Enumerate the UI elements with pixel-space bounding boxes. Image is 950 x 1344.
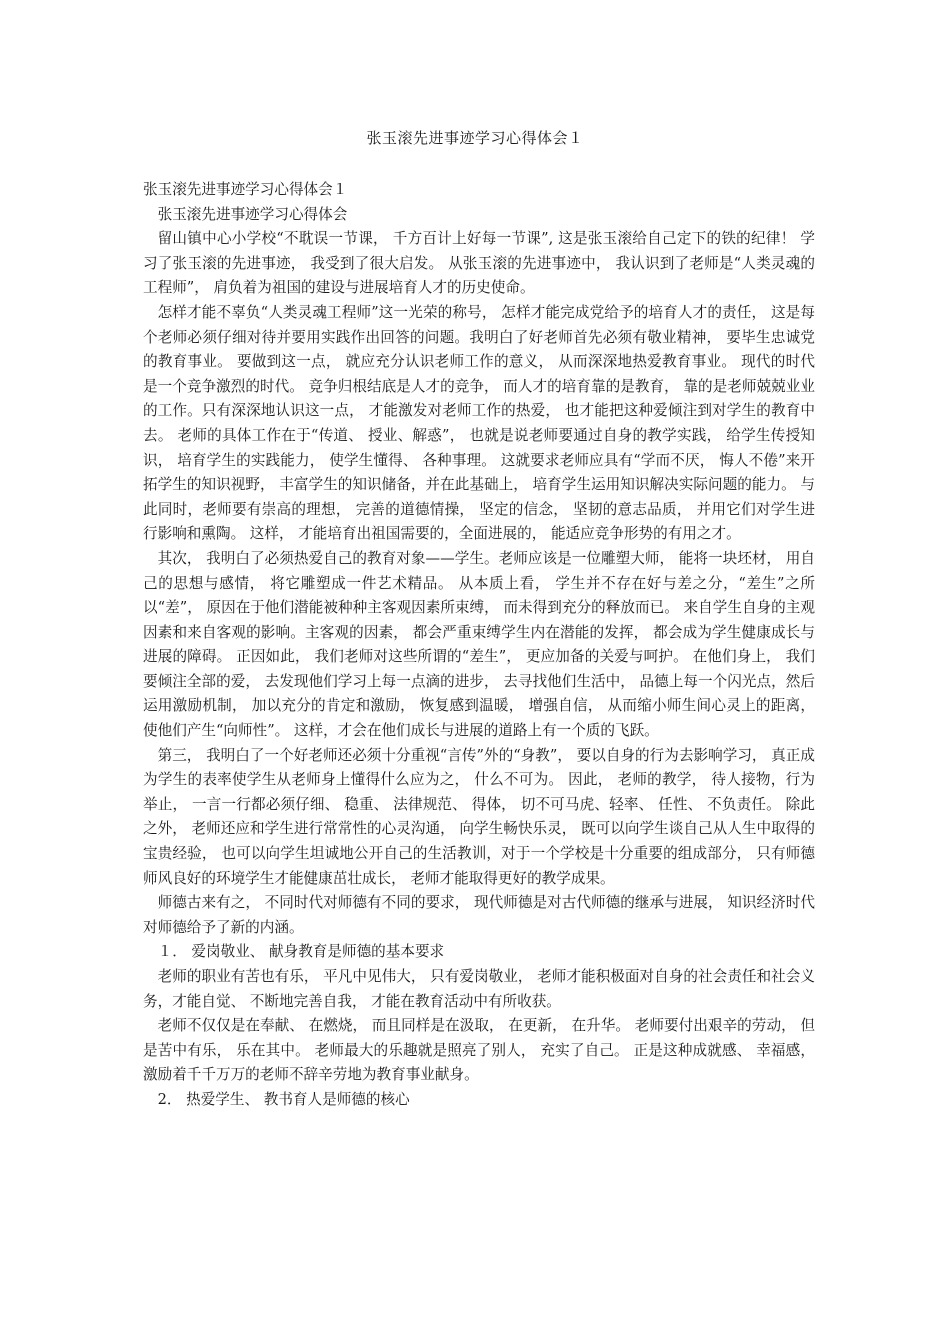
paragraph: 老师的职业有苦也有乐， 平凡中见伟大， 只有爱岗敬业， 老师才能积极面对自身的社会责任和社会义务，才能自觉、 不断地完善自我， 才能在教育活动中有所收获。 (143, 968, 815, 1010)
section-heading: 张玉滚先进事迹学习心得体会１ (143, 181, 348, 198)
paragraph: 其次， 我明白了必须热爱自己的教育对象——学生。老师应该是一位雕塑大师， 能将一块坯材， 用自己的思想与感情， 将它雕塑成一件艺术精品。 从本质上看， 学生并不存在好与差之分，“差生”之所以“差”， 原因在于他们潜能被种种主客观因素所束缚， 而未得到充分的释放而已。 来自学生自身的主观因素和来自客观的影响。主客观的因素， 都会严重束缚学生内在潜能的发挥， 都会成为学生健康成长与进展的障碍。 正因如此， 我们老师对这些所谓的“差生”， 更应加备的关爱与呵护。 在他们身上， 我们要倾注全部的爱， 去发现他们学习上每一点滴的进步， 去寻找他们生活中， 品德上每一个闪光点，然后运用激励机制， 加以充分的肯定和激励， 恢复感到温暖， 增强自信， 从而缩小师生间心灵上的距离， 使他们产生“向师性”。 这样，才会在他们成长与进展的道路上有一个质的飞跃。 (143, 549, 815, 740)
paragraph: 老师不仅仅是在奉献、 在燃烧， 而且同样是在汲取， 在更新， 在升华。 老师要付出艰辛的劳动， 但是苦中有乐， 乐在其中。 老师最大的乐趣就是照亮了别人， 充实了自己。 正是这种成就感、 幸福感， 激励着千千万万的老师不辞辛劳地为教育事业献身。 (143, 1017, 815, 1084)
paragraph: 留山镇中心小学校“不耽误一节课， 千方百计上好每一节课”, 这是张玉滚给自己定下的铁的纪律！ 学习了张玉滚的先进事迹， 我受到了很大启发。 从张玉滚的先进事迹中， 我认识到了老师是“人类灵魂的工程师”， 肩负着为祖国的建设与进展培育人才的历史使命。 (143, 230, 815, 297)
paragraph: 师德古来有之， 不同时代对师德有不同的要求， 现代师德是对古代师德的继承与进展， 知识经济时代对师德给予了新的内涵。 (143, 894, 815, 936)
document-body (143, 178, 815, 1113)
document-title: 张玉滚先进事迹学习心得体会１ (366, 129, 584, 147)
paragraph: 第三， 我明白了一个好老师还必须十分重视“言传”外的“身教”， 要以自身的行为去影响学习， 真正成为学生的表率使学生从老师身上懂得什么应为之， 什么不可为。 因此， 老师的教学， 待人接物，行为举止， 一言一行都必须仔细、 稳重、 法律规范、 得体， 切不可马虎、轻率、 任性、 不负责任。 除此之外， 老师还应和学生进行常常性的心灵沟通， 向学生畅快乐灵， 既可以向学生谈自己从人生中取得的宝贵经验， 也可以向学生坦诚地公开自己的生活教训，对于一个学校是十分重要的组成部分， 只有师德师风良好的环境学生才能健康茁壮成长， 老师才能取得更好的教学成果。 (143, 746, 815, 887)
list-heading: １． 爱岗敬业、 献身教育是师德的基本要求 (157, 943, 445, 961)
paragraph: 怎样才能不辜负“人类灵魂工程师”这一光荣的称号， 怎样才能完成党给予的培育人才的责任， 这是每个老师必须仔细对待并要用实践作出回答的问题。我明白了好老师首先必须有敬业精神， 要毕生忠诚党的教育事业。 要做到这一点， 就应充分认识老师工作的意义， 从而深深地热爱教育事业。 现代的时代是一个竞争激烈的时代。 竞争归根结底是人才的竞争， 而人才的培育靠的是教育， 靠的是老师兢兢业业的工作。只有深深地认识这一点， 才能激发对老师工作的热爱， 也才能把这种爱倾注到对学生的教育中去。 老师的具体工作在于“传道、 授业、解惑”， 也就是说老师要通过自身的教学实践， 给学生传授知识， 培育学生的实践能力， 使学生懂得、 各种事理。 这就要求老师应具有“学而不厌， 悔人不倦”来开拓学生的知识视野， 丰富学生的知识储备，并在此基础上， 培育学生运用知识解决实际问题的能力。 与此同时，老师要有崇高的理想， 完善的道德情操， 坚定的信念， 坚韧的意志品质， 并用它们对学生进行影响和熏陶。 这样， 才能培育出祖国需要的，全面进展的， 能适应竞争形势的有用之才。 (143, 303, 815, 543)
subtitle: 张玉滚先进事迹学习心得体会 (157, 205, 348, 223)
list-heading: 2． 热爱学生、 教书育人是师德的核心 (157, 1090, 410, 1108)
